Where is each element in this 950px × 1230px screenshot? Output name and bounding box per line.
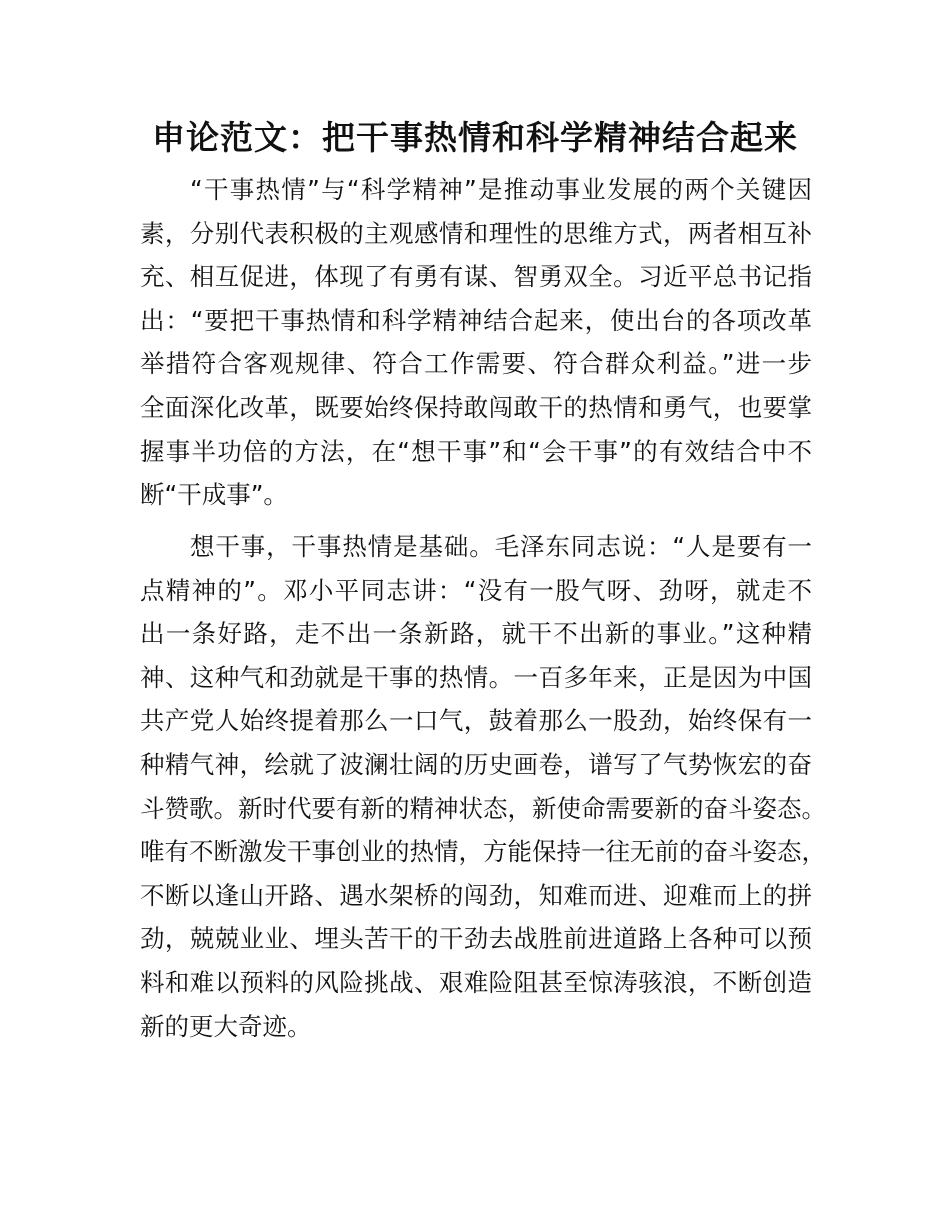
text-line: 点精神的”。邓小平同志讲：“没有一股气呀、劲呀，就走不 [140, 575, 812, 605]
paragraph-1 [140, 168, 812, 517]
text-line: 出：“要把干事热情和科学精神结合起来，使出台的各项改革 [140, 305, 812, 335]
text-line: 断“干成事”。 [140, 480, 288, 510]
text-line: 种精气神，绘就了波澜壮阔的历史画卷，谱写了气势恢宏的奋 [140, 749, 812, 779]
text-line: 不断以逢山开路、遇水架桥的闯劲，知难而进、迎难而上的拼 [140, 880, 812, 910]
text-line: 想干事，干事热情是基础。毛泽东同志说：“人是要有一 [190, 532, 812, 561]
text-line: “干事热情”与“科学精神”是推动事业发展的两个关键因 [190, 175, 812, 204]
document-title: 申论范文：把干事热情和科学精神结合起来 [152, 118, 798, 157]
text-line: 料和难以预料的风险挑战、艰难险阻甚至惊涛骇浪，不断创造 [140, 967, 812, 997]
text-line: 共产党人始终提着那么一口气，鼓着那么一股劲，始终保有一 [140, 706, 812, 736]
text-line: 充、相互促进，体现了有勇有谋、智勇双全。习近平总书记指 [140, 262, 812, 292]
text-line: 神、这种气和劲就是干事的热情。一百多年来，正是因为中国 [140, 662, 812, 692]
text-line: 唯有不断激发干事创业的热情，方能保持一往无前的奋斗姿态， [140, 837, 826, 867]
paragraph-2 [140, 525, 826, 1048]
text-line: 劲，兢兢业业、埋头苦干的干劲去战胜前进道路上各种可以预 [140, 924, 812, 954]
text-line: 出一条好路，走不出一条新路，就干不出新的事业。”这种精 [140, 619, 812, 649]
text-line: 素，分别代表积极的主观感情和理性的思维方式，两者相互补 [140, 218, 812, 248]
text-line: 斗赞歌。新时代要有新的精神状态，新使命需要新的奋斗姿态。 [140, 793, 826, 823]
text-line: 新的更大奇迹。 [140, 1011, 312, 1041]
text-line: 全面深化改革，既要始终保持敢闯敢干的热情和勇气，也要掌 [140, 392, 812, 422]
text-line: 握事半功倍的方法，在“想干事”和“会干事”的有效结合中不 [140, 436, 812, 466]
text-line: 举措符合客观规律、符合工作需要、符合群众利益。”进一步 [140, 349, 812, 379]
